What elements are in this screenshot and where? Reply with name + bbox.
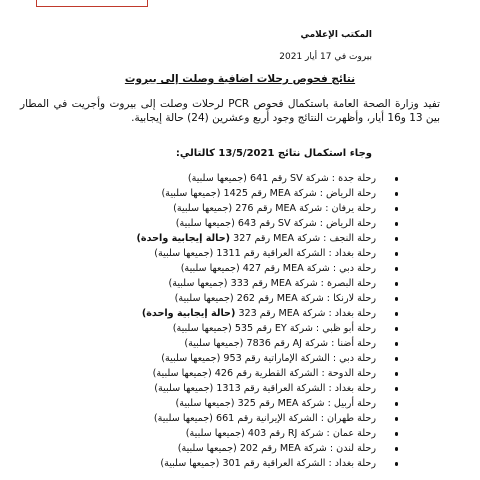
bullet-icon bbox=[395, 342, 399, 346]
flight-result: (جميعها سلبية) bbox=[174, 293, 234, 304]
bullet-icon bbox=[395, 267, 399, 271]
flight-list-item bbox=[68, 291, 398, 306]
flight-description: رحلة دبي : الشركة الإماراتية رقم 953 bbox=[223, 353, 376, 364]
bullet-icon bbox=[395, 417, 399, 421]
bullet-icon bbox=[395, 297, 399, 301]
flight-list-item bbox=[68, 441, 398, 456]
flight-list-item bbox=[68, 216, 398, 231]
flight-list-item bbox=[68, 366, 398, 381]
flight-list-item bbox=[68, 396, 398, 411]
bullet-icon bbox=[395, 372, 399, 376]
flight-list-item bbox=[68, 171, 398, 186]
bullet-icon bbox=[395, 327, 399, 331]
flight-description: رحلة يرفان : شركة MEA رقم 276 bbox=[235, 203, 376, 214]
flight-list-item bbox=[68, 201, 398, 216]
flight-result: (جميعها سلبية) bbox=[173, 203, 233, 214]
flight-result: (جميعها سلبية) bbox=[152, 368, 212, 379]
bullet-icon bbox=[395, 282, 399, 286]
flight-description: رحلة لندن : شركة MEA رقم 202 bbox=[239, 443, 376, 454]
flight-result: (جميعها سلبية) bbox=[177, 443, 237, 454]
flight-result: (جميعها سلبية) bbox=[160, 458, 220, 469]
bullet-icon bbox=[395, 462, 399, 466]
flight-description: رحلة أبو ظبي : شركة EY رقم 535 bbox=[234, 323, 376, 334]
flight-description: رحلة بغداد : الشركة العراقية رقم 1313 bbox=[216, 383, 376, 394]
flight-list-item bbox=[68, 231, 398, 246]
flight-description: رحلة بغداد : الشركة العراقية رقم 1311 bbox=[216, 248, 376, 259]
flight-list-item bbox=[68, 321, 398, 336]
flight-result: (جميعها سلبية) bbox=[180, 263, 240, 274]
intro-paragraph: تفيد وزارة الصحة العامة باستكمال فحوص PCR لرحلات وصلت إلى بيروت وأجريت في المطار بين 13 و16 أيار، وأظهرت النتائج وجود أربع وعشرين (24) حالة إيجابية. bbox=[20, 98, 440, 124]
flight-list-item bbox=[68, 381, 398, 396]
flight-result: (جميعها سلبية) bbox=[172, 323, 232, 334]
flight-list-item bbox=[68, 351, 398, 366]
results-heading: وجاء استكمال نتائج 13/5/2021 كالتالي: bbox=[175, 148, 372, 159]
flight-result: (جميعها سلبية) bbox=[175, 398, 235, 409]
flight-description: رحلة بغداد : الشركة العراقية رقم 301 bbox=[222, 458, 376, 469]
bullet-icon bbox=[395, 222, 399, 226]
flight-list-item bbox=[68, 261, 398, 276]
flight-result: (جميعها سلبية) bbox=[161, 353, 221, 364]
bullet-icon bbox=[395, 207, 399, 211]
flight-description: رحلة الرياض : شركة SV رقم 643 bbox=[237, 218, 376, 229]
flight-result: (جميعها سلبية) bbox=[184, 338, 244, 349]
flight-result: (جميعها سلبية) bbox=[185, 428, 245, 439]
flight-description: رحلة الرياض : شركة MEA رقم 1425 bbox=[223, 188, 376, 199]
flight-description: رحلة جدة : شركة SV رقم 641 bbox=[249, 173, 376, 184]
release-date: بيروت في 17 أيار 2021 bbox=[279, 52, 372, 62]
bullet-icon bbox=[395, 402, 399, 406]
flight-list-item bbox=[68, 426, 398, 441]
flight-results-list bbox=[68, 171, 398, 471]
bullet-icon bbox=[395, 177, 399, 181]
flight-description: رحلة دبي : شركة MEA رقم 427 bbox=[242, 263, 376, 274]
flight-description: رحلة أربيل : شركة MEA رقم 325 bbox=[237, 398, 376, 409]
bullet-icon bbox=[395, 312, 399, 316]
document-title: نتائج فحوص رحلات اضافية وصلت إلى بيروت bbox=[124, 73, 356, 85]
flight-result: (جميعها سلبية) bbox=[187, 173, 247, 184]
flight-description: رحلة عمان : شركة RJ رقم 403 bbox=[247, 428, 376, 439]
flight-list-item bbox=[68, 306, 398, 321]
flight-list-item bbox=[68, 276, 398, 291]
bullet-icon bbox=[395, 252, 399, 256]
flight-result: (جميعها سلبية) bbox=[161, 188, 221, 199]
bullet-icon bbox=[395, 237, 399, 241]
flight-result: (جميعها سلبية) bbox=[175, 218, 235, 229]
flight-description: رحلة البصرة : شركة MEA رقم 333 bbox=[230, 278, 376, 289]
bullet-icon bbox=[395, 432, 399, 436]
bullet-icon bbox=[395, 387, 399, 391]
office-label: المكتب الإعلامي bbox=[300, 30, 372, 40]
flight-description: رحلة أضنا : شركة AJ رقم 7836 bbox=[246, 338, 376, 349]
flight-result: (جميعها سلبية) bbox=[154, 383, 214, 394]
flight-description: رحلة النجف : شركة MEA رقم 327 bbox=[233, 233, 376, 244]
flight-description: رحلة طهران : الشركة الإيرانية رقم 661 bbox=[215, 413, 376, 424]
bullet-icon bbox=[395, 192, 399, 196]
flight-list-item bbox=[68, 246, 398, 261]
flight-list-item bbox=[68, 186, 398, 201]
flight-result: (جميعها سلبية) bbox=[168, 278, 228, 289]
flight-result: (حالة إيجابية واحدة) bbox=[136, 233, 231, 244]
flight-description: رحلة بغداد : شركة MEA رقم 323 bbox=[238, 308, 376, 319]
flight-description: رحلة لارنكا : شركة MEA رقم 262 bbox=[236, 293, 376, 304]
flight-description: رحلة الدوحة : الشركة القطرية رقم 426 bbox=[214, 368, 376, 379]
bullet-icon bbox=[395, 357, 399, 361]
flight-result: (حالة إيجابية واحدة) bbox=[141, 308, 236, 319]
bullet-icon bbox=[395, 447, 399, 451]
flight-list-item bbox=[68, 411, 398, 426]
flight-list-item bbox=[68, 336, 398, 351]
flight-result: (جميعها سلبية) bbox=[154, 248, 214, 259]
flight-list-item bbox=[68, 456, 398, 471]
flight-result: (جميعها سلبية) bbox=[153, 413, 213, 424]
